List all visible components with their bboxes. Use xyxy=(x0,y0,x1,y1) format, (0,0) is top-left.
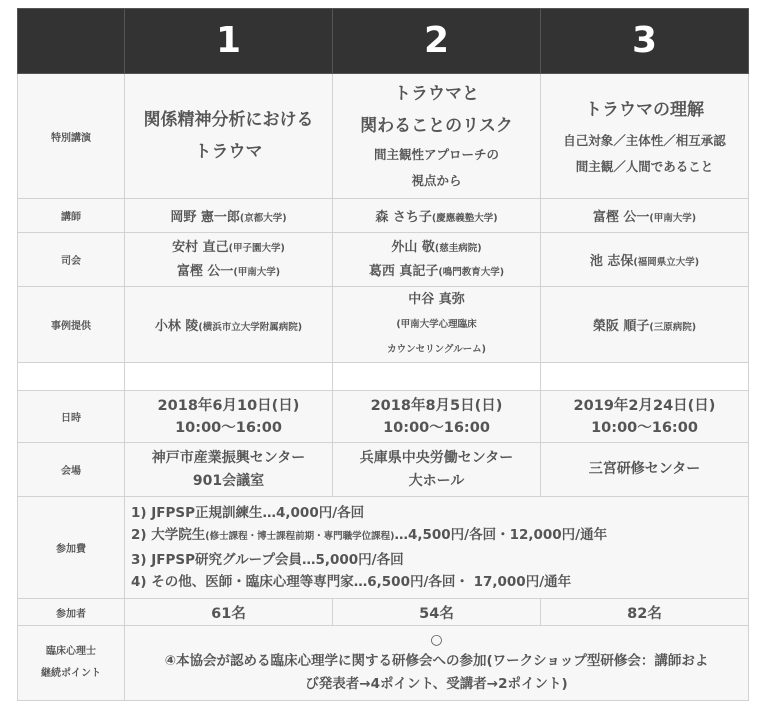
case-provider-2 xyxy=(333,287,541,363)
lecturer-2 xyxy=(333,199,541,233)
spacer-cell xyxy=(541,363,749,391)
points-text: ④本協会が認める臨床心理学に関する研修会への参加(ワークショップ型研修会：講師およ xyxy=(164,653,709,669)
person-name: 池 志保 xyxy=(589,254,634,269)
spacer-cell xyxy=(125,363,333,391)
fee-item: 1) JFPSP正規訓練生…4,000円/各回 xyxy=(131,504,365,521)
person-name: 外山 敬 xyxy=(391,239,435,255)
affiliation: (横浜市立大学附属病院) xyxy=(198,322,303,333)
points-text: び発表者→4ポイント、受講者→2ポイント) xyxy=(305,676,568,692)
moderator-row xyxy=(18,233,749,287)
affiliation: (甲南大学) xyxy=(649,213,697,224)
lecture-subtitle: 間主観性アプローチの xyxy=(373,147,499,162)
fee-row xyxy=(18,497,749,599)
person-name: 安村 直己 xyxy=(172,239,229,255)
lecture-subtitle: 視点から xyxy=(411,173,462,188)
lecture-3 xyxy=(541,74,749,199)
person-name: 富樫 公一 xyxy=(176,263,234,279)
label-venue: 会場 xyxy=(18,443,125,497)
lecturer-row xyxy=(18,199,749,233)
applicable-mark: ○ xyxy=(430,632,443,648)
lecture-subtitle: 自己対象／主体性／相互承認 xyxy=(563,133,726,148)
person-name: 葛西 真記子 xyxy=(368,263,439,279)
lecture-title: トラウマと xyxy=(394,84,479,104)
event-time: 10:00〜16:00 xyxy=(175,419,282,436)
lecture-1 xyxy=(125,74,333,199)
person-name: 岡野 憲一郎 xyxy=(170,210,240,225)
datetime-3 xyxy=(541,391,749,443)
label-case-provider: 事例提供 xyxy=(18,287,125,363)
event-time: 10:00〜16:00 xyxy=(591,419,698,436)
label-moderator: 司会 xyxy=(18,233,125,287)
case-provider-1 xyxy=(125,287,333,363)
person-name: 中谷 真弥 xyxy=(408,292,465,307)
fee-item xyxy=(131,524,748,549)
venue-1 xyxy=(125,443,333,497)
fee-item-price: …4,500円/各回・12,000円/通年 xyxy=(394,527,608,543)
lecture-row xyxy=(18,74,749,199)
schedule-table xyxy=(17,8,749,701)
label-points xyxy=(18,626,125,701)
affiliation: (福岡県立大学) xyxy=(633,257,700,268)
session-number-1: 1 xyxy=(125,9,333,74)
affiliation: (甲南大学心理臨床 xyxy=(396,319,477,330)
venue-name: 三宮研修センター xyxy=(588,461,701,477)
person-name: 小林 陵 xyxy=(154,319,199,334)
label-points-line: 臨床心理士 xyxy=(46,646,96,657)
event-date: 2019年2月24日(日) xyxy=(573,397,716,414)
datetime-1 xyxy=(125,391,333,443)
fee-item: 4) その他、医師・臨床心理等専門家…6,500円/各回・ 17,000円/通年 xyxy=(131,574,572,590)
header-corner xyxy=(18,9,125,74)
affiliation: (京都大学) xyxy=(239,213,287,224)
affiliation: (鳴門教育大学) xyxy=(438,266,505,278)
event-time: 10:00〜16:00 xyxy=(383,419,490,436)
affiliation: (慶應義塾大学) xyxy=(431,213,498,224)
fee-item-note: (修士課程・博士課程前期・専門職学位課程) xyxy=(205,531,395,542)
case-provider-3 xyxy=(541,287,749,363)
session-number-3: 3 xyxy=(541,9,749,74)
spacer-row xyxy=(18,363,749,391)
affiliation: (慈圭病院) xyxy=(434,242,482,254)
venue-3 xyxy=(541,443,749,497)
lecture-title: トラウマ xyxy=(194,142,263,162)
moderator-2 xyxy=(333,233,541,287)
spacer-cell xyxy=(18,363,125,391)
moderator-entry xyxy=(333,236,540,260)
datetime-row xyxy=(18,391,749,443)
case-provider-row xyxy=(18,287,749,363)
venue-name: 兵庫県中央労働センター xyxy=(359,449,514,466)
event-date: 2018年6月10日(日) xyxy=(157,397,300,414)
venue-row xyxy=(18,443,749,497)
moderator-entry xyxy=(125,236,332,260)
label-participants: 参加者 xyxy=(18,599,125,626)
fee-item-label: 2) 大学院生 xyxy=(131,527,206,543)
venue-name: 神戸市産業振興センター xyxy=(151,449,306,466)
label-fee: 参加費 xyxy=(18,497,125,599)
seminar-schedule xyxy=(17,8,749,701)
venue-room: 901会議室 xyxy=(192,472,265,489)
venue-room: 大ホール xyxy=(408,472,465,489)
points-details xyxy=(125,626,749,701)
participant-count-1: 61名 xyxy=(125,599,333,626)
affiliation: (甲子園大学) xyxy=(228,242,285,254)
lecturer-3 xyxy=(541,199,749,233)
venue-2 xyxy=(333,443,541,497)
lecture-subtitle: 間主観／人間であること xyxy=(575,159,714,174)
label-points-line: 継続ポイント xyxy=(41,668,101,679)
participants-row xyxy=(18,599,749,626)
affiliation: (三原病院) xyxy=(649,322,697,333)
lecturer-1 xyxy=(125,199,333,233)
participant-count-3: 82名 xyxy=(541,599,749,626)
moderator-3 xyxy=(541,233,749,287)
header-row xyxy=(18,9,749,74)
moderator-entry xyxy=(333,260,540,284)
label-datetime: 日時 xyxy=(18,391,125,443)
fee-item: 3) JFPSP研究グループ会員…5,000円/各回 xyxy=(131,551,404,568)
lecture-title: 関わることのリスク xyxy=(360,116,513,136)
label-lecturer: 講師 xyxy=(18,199,125,233)
event-date: 2018年8月5日(日) xyxy=(370,397,503,414)
affiliation: (甲南大学) xyxy=(233,266,281,278)
person-name: 富樫 公一 xyxy=(592,210,650,225)
datetime-2 xyxy=(333,391,541,443)
spacer-cell xyxy=(333,363,541,391)
label-special-lecture: 特別講演 xyxy=(18,74,125,199)
moderator-1 xyxy=(125,233,333,287)
fee-details xyxy=(125,497,749,599)
person-name: 森 さち子 xyxy=(375,210,432,225)
participant-count-2: 54名 xyxy=(333,599,541,626)
lecture-title: 関係精神分析における xyxy=(143,110,314,130)
person-name: 榮阪 順子 xyxy=(592,319,650,334)
affiliation: カウンセリングルーム) xyxy=(387,344,486,355)
lecture-2 xyxy=(333,74,541,199)
moderator-entry xyxy=(125,260,332,284)
points-row xyxy=(18,626,749,701)
session-number-2: 2 xyxy=(333,9,541,74)
lecture-title: トラウマの理解 xyxy=(585,100,704,120)
